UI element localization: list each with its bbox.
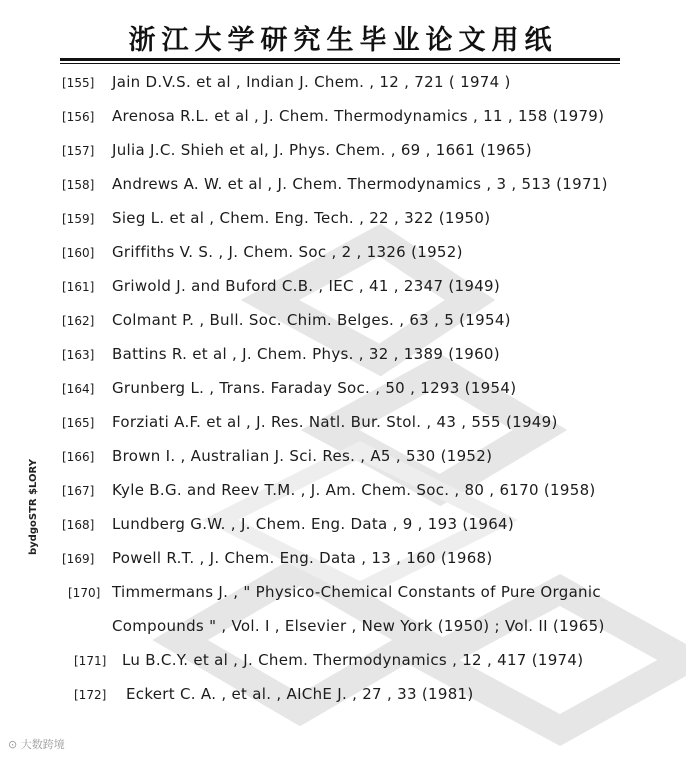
- reference-text-continuation: Compounds " , Vol. I , Elsevier , New York (1950) ; Vol. II (1965): [112, 617, 605, 635]
- header-rule-thick: [60, 58, 620, 61]
- reference-text: Eckert C. A. , et al. , AIChE J. , 27 , 33 (1981): [126, 685, 474, 703]
- reference-text: Brown I. , Australian J. Sci. Res. , A5 , 530 (1952): [112, 447, 493, 465]
- reference-text: Lu B.C.Y. et al , J. Chem. Thermodynamics , 12 , 417 (1974): [122, 651, 584, 669]
- reference-text: Julia J.C. Shieh et al, J. Phys. Chem. , 69 , 1661 (1965): [112, 141, 532, 159]
- reference-number: [162]: [62, 314, 95, 328]
- reference-text: Arenosa R.L. et al , J. Chem. Thermodynamics , 11 , 158 (1979): [112, 107, 605, 125]
- corner-watermark-label: ⊙ 大数跨境: [8, 738, 65, 751]
- reference-number: [167]: [62, 484, 95, 498]
- reference-text: Griwold J. and Buford C.B. , IEC , 41 , 2347 (1949): [112, 277, 501, 295]
- reference-number: [155]: [62, 76, 95, 90]
- reference-text: Sieg L. et al , Chem. Eng. Tech. , 22 , 322 (1950): [112, 209, 491, 227]
- reference-text: Kyle B.G. and Reev T.M. , J. Am. Chem. Soc. , 80 , 6170 (1958): [112, 481, 596, 499]
- reference-text: Powell R.T. , J. Chem. Eng. Data , 13 , 160 (1968): [112, 549, 493, 567]
- reference-text: Jain D.V.S. et al , Indian J. Chem. , 12 , 721 ( 1974 ): [112, 73, 511, 91]
- header-rule-thin: [60, 63, 620, 64]
- reference-text: Timmermans J. , " Physico-Chemical Constants of Pure Organic: [112, 583, 601, 601]
- reference-text: Battins R. et al , J. Chem. Phys. , 32 , 1389 (1960): [112, 345, 500, 363]
- reference-number: [160]: [62, 246, 95, 260]
- reference-text: Grunberg L. , Trans. Faraday Soc. , 50 , 1293 (1954): [112, 379, 517, 397]
- page-header-title: 浙江大学研究生毕业论文用纸: [128, 25, 558, 56]
- reference-number: [163]: [62, 348, 95, 362]
- reference-text: Lundberg G.W. , J. Chem. Eng. Data , 9 , 193 (1964): [112, 515, 515, 533]
- reference-number: [156]: [62, 110, 95, 124]
- reference-text: Colmant P. , Bull. Soc. Chim. Belges. , 63 , 5 (1954): [112, 311, 511, 329]
- reference-number: [159]: [62, 212, 95, 226]
- reference-number: [168]: [62, 518, 95, 532]
- reference-number: [172]: [74, 688, 107, 702]
- reference-number: [158]: [62, 178, 95, 192]
- reference-text: Griffiths V. S. , J. Chem. Soc , 2 , 1326 (1952): [112, 243, 463, 261]
- reference-text: Forziati A.F. et al , J. Res. Natl. Bur. Stol. , 43 , 555 (1949): [112, 413, 558, 431]
- reference-number: [169]: [62, 552, 95, 566]
- side-stamp-label: bydgoSTR $LORY: [28, 459, 39, 555]
- reference-number: [157]: [62, 144, 95, 158]
- reference-number: [171]: [74, 654, 107, 668]
- reference-number: [165]: [62, 416, 95, 430]
- reference-text: Andrews A. W. et al , J. Chem. Thermodynamics , 3 , 513 (1971): [112, 175, 608, 193]
- reference-number: [170]: [68, 586, 101, 600]
- reference-number: [161]: [62, 280, 95, 294]
- reference-number: [166]: [62, 450, 95, 464]
- reference-number: [164]: [62, 382, 95, 396]
